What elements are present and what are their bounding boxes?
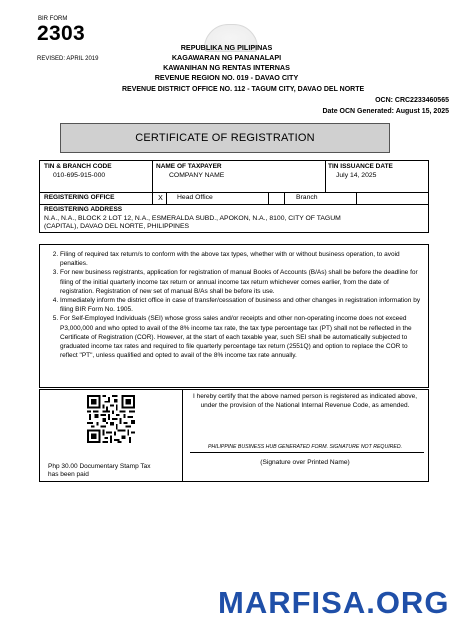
stamp-line-2: has been paid [48,471,89,478]
reminder-item: 4. Immediately inform the district office in case of transfer/cessation of business and other changes in registration information by filing BIR Form No. 1905. [60,296,424,314]
branch-checkbox [272,194,281,203]
reminders-list [52,250,424,360]
form-label: BIR FORM [38,16,68,22]
revision-date: REVISED: APRIL 2019 [37,56,99,62]
certificate-title-text: CERTIFICATE OF REGISTRATION [135,132,315,144]
header-bureau: KAWANIHAN NG RENTAS INTERNAS [163,63,290,72]
registering-office-label: REGISTERING OFFICE [44,194,115,201]
divider [40,204,428,205]
reminder-item: 2. Filing of required tax return/s to conform with the above tax types, whether with or without business operation, to avoid penalties. [60,250,424,268]
ocn-number: OCN: CRC2233460565 [375,97,449,104]
reminders-box [39,244,429,388]
tin-value: 010-695-915-000 [53,172,106,179]
address-label: REGISTERING ADDRESS [44,206,123,213]
divider [152,161,153,193]
taxpayer-name-label: NAME OF TAXPAYER [156,163,222,170]
certification-statement: I hereby certify that the above named person is registered as indicated above, under the provision of the National Internal Revenue Code, as amended. [192,393,418,409]
divider [166,193,167,204]
divider [356,193,357,204]
branch-label: Branch [296,194,318,201]
divider [284,193,285,204]
certificate-title [60,123,390,153]
certification-box [39,389,429,482]
signature-label: (Signature over Printed Name) [260,459,350,466]
head-office-label: Head Office [177,194,213,201]
documentary-stamp-note [48,463,188,479]
stamp-line-1: Php 30.00 Documentary Stamp Tax [48,463,151,470]
reminder-item: 5. For Self-Employed Individuals (SEI) whose gross sales and/or receipts and other non-operating income does not exceed P3,000,000 and who opted to avail of the 8% income tax rate, the tax type percentage tax (PT) shall not be reflected in the Certificate of Registration (COR). However, at the start of each taxable year, such SEI shall be automatically subjected to graduated income tax rates and required to file quarterly percentage tax return (2551Q) and option to replace the COR to reflect "PT", unless qualified and opted to avail of the 8% income tax rate annually. [60,314,424,360]
taxpayer-name-value: COMPANY NAME [169,172,225,179]
header-region: REVENUE REGION NO. 019 - DAVAO CITY [154,73,299,82]
hub-generated-note: PHILIPPINE BUSINESS HUB GENERATED FORM. SIGNATURE NOT REQUIRED. [207,444,403,450]
issuance-date-value: July 14, 2025 [336,172,377,179]
signature-line [190,452,424,453]
divider [325,161,326,193]
head-office-checkbox: X [158,195,163,202]
qr-code-icon [87,395,135,443]
issuance-date-label: TIN ISSUANCE DATE [328,163,393,170]
ocn-date: Date OCN Generated: August 15, 2025 [322,108,449,115]
tin-label: TIN & BRANCH CODE [44,163,112,170]
divider [268,193,269,204]
form-number: 2303 [37,22,85,45]
reminder-item: 3. For new business registrants, application for registration of manual Books of Accounts (B/As) shall be before the deadline for filing of the initial quarterly income tax return or annual income tax return whichever comes earlier, from the date of registration. Registration of new set of manual B/As shall be before its use. [60,268,424,296]
header-rdo: REVENUE DISTRICT OFFICE NO. 112 - TAGUM CITY, DAVAO DEL NORTE [122,86,365,93]
address-line-2: (CAPITAL), DAVAO DEL NORTE, PHILIPPINES [44,223,190,230]
header-republic: REPUBLIKA NG PILIPINAS [180,43,273,52]
registering-office-row [40,193,428,204]
watermark-logo: MARFISA.ORG [218,585,450,620]
divider [152,193,153,204]
header-department: KAGAWARAN NG PANANALAPI [171,53,282,62]
taxpayer-info-table [39,160,429,233]
address-line-1: N.A., N.A., BLOCK 2 LOT 12, N.A., ESMERALDA SUBD., APOKON, N.A., 8100, CITY OF TAGUM [44,215,341,222]
